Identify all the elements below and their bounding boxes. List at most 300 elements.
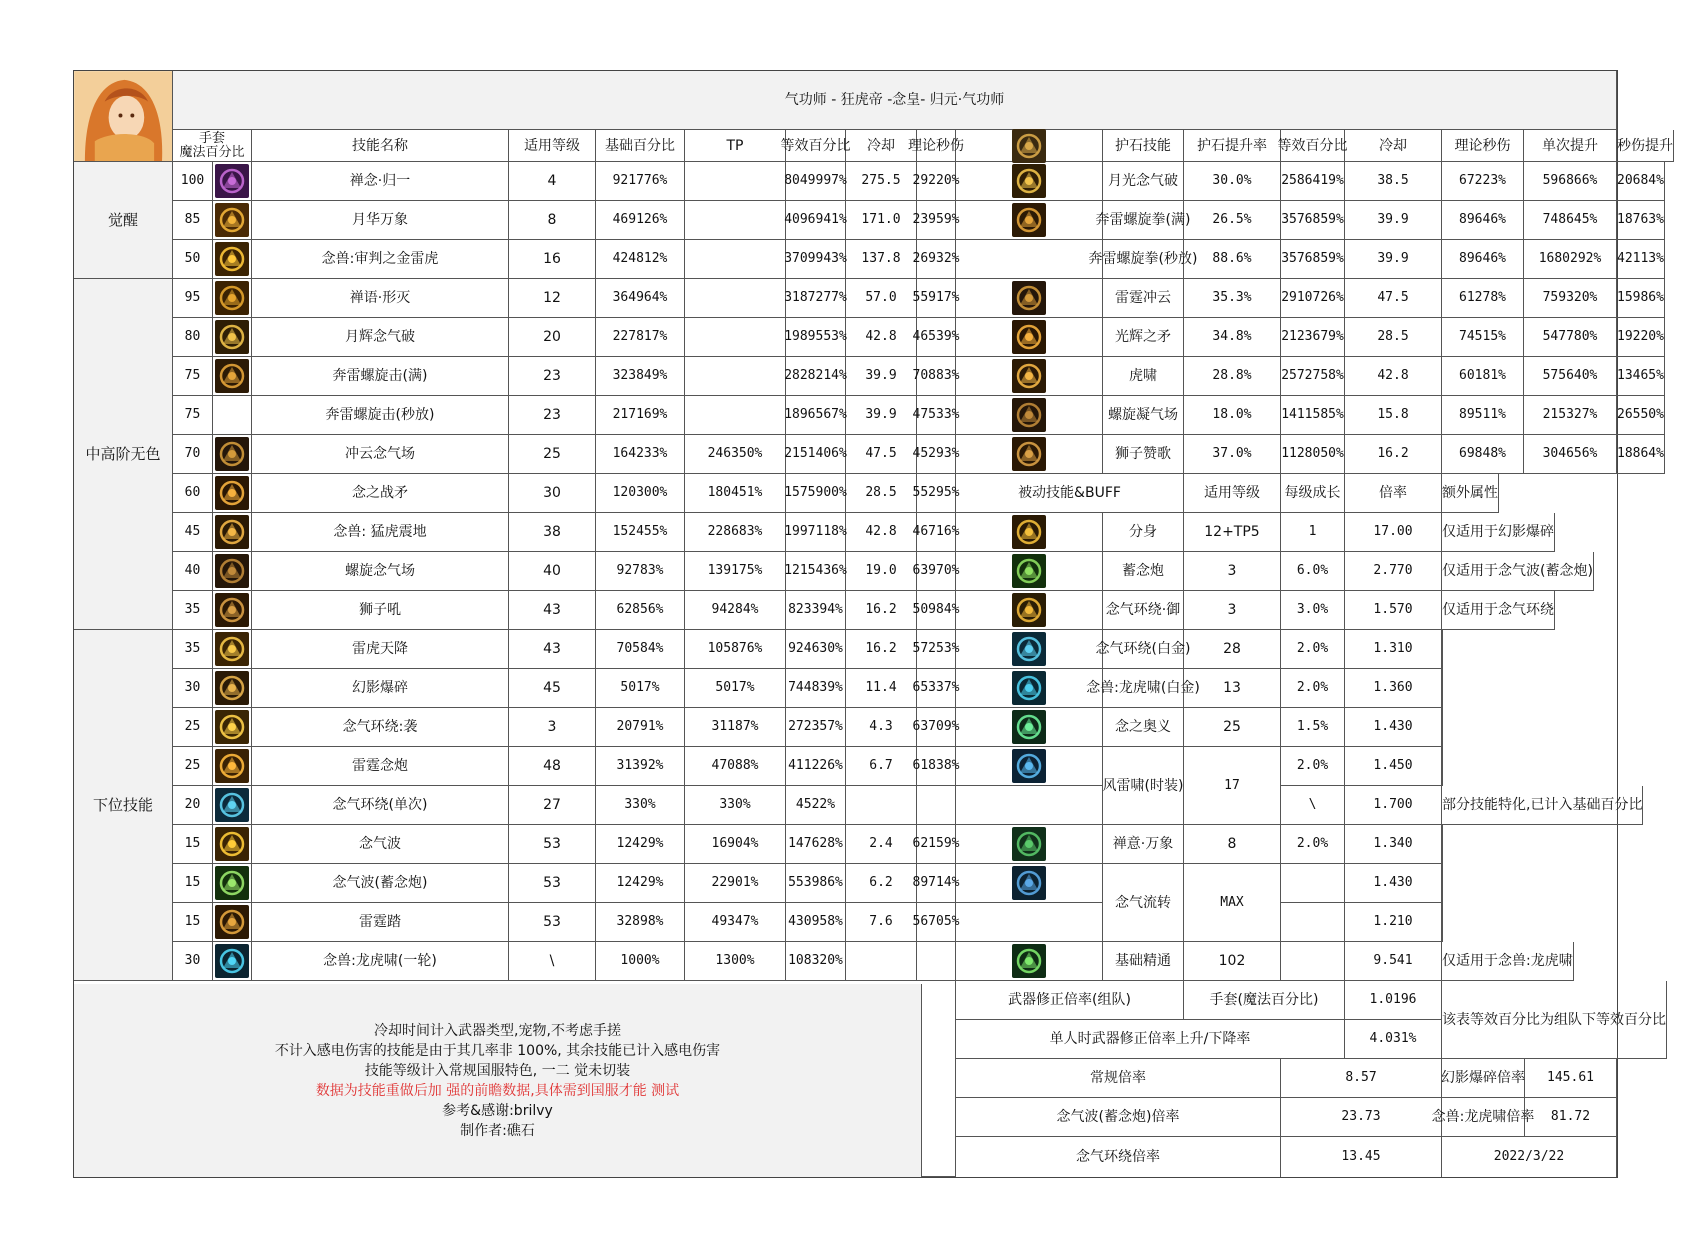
skill-cd: 39.9 xyxy=(846,357,917,396)
passive-extra: 仅适用于念气环绕 xyxy=(1442,591,1555,630)
passive-extra: 仅适用于念气波(蓄念炮) xyxy=(1442,552,1594,591)
skill-base: 120300% xyxy=(596,474,685,513)
passive-name: 念气流转 xyxy=(1103,864,1184,942)
rune-name: 光辉之矛 xyxy=(1103,318,1184,357)
passive-rate: 1.700 xyxy=(1345,786,1442,825)
skill-pct: 75 xyxy=(173,396,213,435)
rune-gain: 15986% xyxy=(1617,279,1665,318)
flow-icon xyxy=(1012,866,1046,900)
skill-tp xyxy=(685,357,786,396)
skill-cd xyxy=(846,786,917,825)
skill-icon-cell xyxy=(213,513,252,552)
rune-header-icon xyxy=(956,130,1103,162)
rune-eq: 1411585% xyxy=(1281,396,1345,435)
passive-name: 分身 xyxy=(1103,513,1184,552)
golden-tiger-icon xyxy=(215,242,249,276)
skill-name: 雷霆踏 xyxy=(252,903,509,942)
skill-lv: \ xyxy=(509,942,596,981)
skill-dps: 63970% xyxy=(917,552,956,591)
passive-icon-cell xyxy=(956,708,1103,747)
spiral-field-icon xyxy=(215,554,249,588)
skill-lv: 23 xyxy=(509,357,596,396)
skill-cd: 275.5 xyxy=(846,162,917,201)
passive-icon-cell xyxy=(956,591,1103,630)
skill-name: 雷虎天降 xyxy=(252,630,509,669)
passive-growth: 2.0% xyxy=(1281,630,1345,669)
skill-icon-cell xyxy=(213,240,252,279)
note-author: 制作者:礁石 xyxy=(460,1122,535,1139)
skill-name: 幻影爆碎 xyxy=(252,669,509,708)
sheet-title: 气功师 - 狂虎帝 -念皇- 归元·气功师 xyxy=(173,71,1617,130)
skill-dps xyxy=(917,786,956,825)
skill-dps: 70883% xyxy=(917,357,956,396)
skill-dps xyxy=(917,942,956,981)
skill-lv: 30 xyxy=(509,474,596,513)
skill-dps: 56705% xyxy=(917,903,956,942)
passive-name: 风雷啸(时装) xyxy=(1103,747,1184,825)
rune-icon-cell xyxy=(956,279,1103,318)
skill-cd: 42.8 xyxy=(846,513,917,552)
skill-base: 12429% xyxy=(596,864,685,903)
passive-level: 3 xyxy=(1184,552,1281,591)
skill-lv: 45 xyxy=(509,669,596,708)
rune-gain: 13465% xyxy=(1617,357,1665,396)
skill-lv: 3 xyxy=(509,708,596,747)
rune-name: 奔雷螺旋拳(满) xyxy=(1103,201,1184,240)
moon-glow-icon xyxy=(215,320,249,354)
header-cell: 基础百分比 xyxy=(596,130,685,162)
skill-pct: 25 xyxy=(173,747,213,786)
skill-tp: 5017% xyxy=(685,669,786,708)
skill-eq: 1997118% xyxy=(786,513,846,552)
rune-eq: 3576859% xyxy=(1281,201,1345,240)
rune-cd: 38.5 xyxy=(1345,162,1442,201)
header-rune-skill: 护石技能 xyxy=(1103,130,1184,162)
orbit-value: 13.45 xyxy=(1281,1137,1442,1177)
passive-header-rate: 倍率 xyxy=(1345,474,1442,513)
note-warning: 数据为技能重做后加 强的前瞻数据,具体需到国服才能 测试 xyxy=(315,1082,680,1099)
passive-header-extra: 额外属性 xyxy=(1442,474,1499,513)
skill-base: 227817% xyxy=(596,318,685,357)
skill-tp: 94284% xyxy=(685,591,786,630)
skill-dps: 89714% xyxy=(917,864,956,903)
skill-lv: 53 xyxy=(509,825,596,864)
skill-lv: 38 xyxy=(509,513,596,552)
wind-thunder-icon xyxy=(1012,749,1046,783)
skill-dps: 23959% xyxy=(917,201,956,240)
skill-pct: 25 xyxy=(173,708,213,747)
passive-growth: 6.0% xyxy=(1281,552,1345,591)
moon-glow-icon xyxy=(1012,164,1046,198)
lion-howl-icon xyxy=(215,593,249,627)
skill-base: 1000% xyxy=(596,942,685,981)
skill-lv: 20 xyxy=(509,318,596,357)
skill-eq: 430958% xyxy=(786,903,846,942)
skill-pct: 35 xyxy=(173,630,213,669)
rune-icon-cell xyxy=(956,162,1103,201)
note-line: 冷却时间计入武器类型,宠物,不考虑手搓 xyxy=(374,1022,621,1039)
mastery-icon xyxy=(1012,944,1046,978)
phantom-icon xyxy=(215,671,249,705)
rune-icon-cell xyxy=(956,201,1103,240)
skill-cd: 6.7 xyxy=(846,747,917,786)
header-cell: 等效百分比 xyxy=(1281,130,1345,162)
passive-level: 13 xyxy=(1184,669,1281,708)
skill-dps: 65337% xyxy=(917,669,956,708)
skill-base: 323849% xyxy=(596,357,685,396)
skill-icon-cell xyxy=(213,552,252,591)
passive-level: 3 xyxy=(1184,591,1281,630)
skill-icon-cell xyxy=(213,825,252,864)
skill-tp: 330% xyxy=(685,786,786,825)
skill-eq: 4096941% xyxy=(786,201,846,240)
skill-icon-cell xyxy=(213,357,252,396)
skill-eq: 147628% xyxy=(786,825,846,864)
lion-roar-icon xyxy=(215,281,249,315)
skill-tp: 49347% xyxy=(685,903,786,942)
rune-icon-cell xyxy=(956,396,1103,435)
skill-lv: 40 xyxy=(509,552,596,591)
passive-rate: 1.310 xyxy=(1345,630,1442,669)
passive-name: 念兽:龙虎啸(白金) xyxy=(1103,669,1184,708)
thunder-step-icon xyxy=(215,905,249,939)
rune-eq: 2586419% xyxy=(1281,162,1345,201)
guard-icon xyxy=(1012,593,1046,627)
skill-dps: 55917% xyxy=(917,279,956,318)
passive-rate: 1.340 xyxy=(1345,825,1442,864)
normal-value: 8.57 xyxy=(1281,1059,1442,1098)
passive-rate: 1.430 xyxy=(1345,708,1442,747)
skill-tp: 16904% xyxy=(685,825,786,864)
skill-pct: 85 xyxy=(173,201,213,240)
wave-label: 念气波(蓄念炮)倍率 xyxy=(956,1098,1281,1137)
spear-icon xyxy=(1012,320,1046,354)
skill-cd: 7.6 xyxy=(846,903,917,942)
passive-extra: 仅适用于念兽:龙虎啸 xyxy=(1442,942,1574,981)
header-cell: 冷却 xyxy=(846,130,917,162)
rune-gain: 18763% xyxy=(1617,201,1665,240)
skill-cd: 11.4 xyxy=(846,669,917,708)
header-cell: 秒伤提升 xyxy=(1617,130,1674,162)
passive-rate: 9.541 xyxy=(1345,942,1442,981)
platinum-orbit-icon xyxy=(1012,632,1046,666)
skill-pct: 20 xyxy=(173,786,213,825)
character-portrait xyxy=(74,71,173,162)
skill-name: 月华万象 xyxy=(252,201,509,240)
normal-label: 常规倍率 xyxy=(956,1059,1281,1098)
passive-extra xyxy=(1442,825,1443,864)
skill-pct: 60 xyxy=(173,474,213,513)
skill-cd: 16.2 xyxy=(846,591,917,630)
rune-name: 月光念气破 xyxy=(1103,162,1184,201)
rune-rate: 18.0% xyxy=(1184,396,1281,435)
skill-pct: 35 xyxy=(173,591,213,630)
skill-base: 32898% xyxy=(596,903,685,942)
thunder-tiger-icon xyxy=(215,632,249,666)
note-credits: 参考&感谢:brilvy xyxy=(442,1102,553,1119)
passive-extra xyxy=(1442,669,1443,708)
skill-lv: 25 xyxy=(509,435,596,474)
skill-pct: 100 xyxy=(173,162,213,201)
skill-name: 念气环绕(单次) xyxy=(252,786,509,825)
passive-name: 蓄念炮 xyxy=(1103,552,1184,591)
skill-tp: 22901% xyxy=(685,864,786,903)
skill-name: 禅语·形灭 xyxy=(252,279,509,318)
skill-pct: 80 xyxy=(173,318,213,357)
passive-icon-cell xyxy=(956,903,1103,942)
rune-dps: 89511% xyxy=(1442,396,1524,435)
rune-single: 547780% xyxy=(1524,318,1617,357)
skill-eq: 2828214% xyxy=(786,357,846,396)
skill-dps: 63709% xyxy=(917,708,956,747)
passive-rate: 1.570 xyxy=(1345,591,1442,630)
header-cell: 冷却 xyxy=(1345,130,1442,162)
skill-icon-cell xyxy=(213,201,252,240)
rune-dps: 61278% xyxy=(1442,279,1524,318)
skill-lv: 53 xyxy=(509,903,596,942)
header-glove-pct xyxy=(173,130,252,162)
passive-header-level: 适用等级 xyxy=(1184,474,1281,513)
skill-cd: 28.5 xyxy=(846,474,917,513)
skill-cd: 42.8 xyxy=(846,318,917,357)
rune-eq: 3576859% xyxy=(1281,240,1345,279)
skill-eq: 553986% xyxy=(786,864,846,903)
skill-base: 217169% xyxy=(596,396,685,435)
rune-rate: 30.0% xyxy=(1184,162,1281,201)
passive-header-growth: 每级成长 xyxy=(1281,474,1345,513)
skill-lv: 43 xyxy=(509,630,596,669)
rune-single: 596866% xyxy=(1524,162,1617,201)
rune-icon-cell xyxy=(956,318,1103,357)
spear-icon xyxy=(215,476,249,510)
skill-icon-cell xyxy=(213,903,252,942)
rune-dps: 69848% xyxy=(1442,435,1524,474)
passive-extra: 仅适用于幻影爆碎 xyxy=(1442,513,1555,552)
skill-cd: 4.3 xyxy=(846,708,917,747)
skill-icon-cell xyxy=(213,318,252,357)
mystery-icon xyxy=(1012,710,1046,744)
skill-icon-cell xyxy=(213,591,252,630)
skill-cd: 39.9 xyxy=(846,396,917,435)
skill-dps: 55295% xyxy=(917,474,956,513)
skill-name: 螺旋念气场 xyxy=(252,552,509,591)
rune-rate: 88.6% xyxy=(1184,240,1281,279)
skill-icon-cell xyxy=(213,396,252,435)
skill-cd: 171.0 xyxy=(846,201,917,240)
awakening-purple-icon xyxy=(215,164,249,198)
rune-dps: 89646% xyxy=(1442,201,1524,240)
skill-base: 5017% xyxy=(596,669,685,708)
skill-dps: 50984% xyxy=(917,591,956,630)
rune-gain: 26550% xyxy=(1617,396,1665,435)
wave-value: 23.73 xyxy=(1281,1098,1442,1137)
charged-wave-icon xyxy=(215,866,249,900)
skill-base: 921776% xyxy=(596,162,685,201)
skill-eq: 3709943% xyxy=(786,240,846,279)
skill-cd: 137.8 xyxy=(846,240,917,279)
category-mid-high: 中高阶无色 xyxy=(74,279,173,630)
skill-name: 念气环绕:袭 xyxy=(252,708,509,747)
skill-pct: 75 xyxy=(173,357,213,396)
moon-burst-icon xyxy=(215,203,249,237)
skill-pct: 15 xyxy=(173,825,213,864)
skill-eq: 3187277% xyxy=(786,279,846,318)
rune-head-icon xyxy=(1012,129,1046,163)
passive-icon-cell xyxy=(956,864,1103,903)
rune-eq: 1128050% xyxy=(1281,435,1345,474)
passive-icon-cell xyxy=(956,825,1103,864)
rune-single: 748645% xyxy=(1524,201,1617,240)
weapon-type: 手套(魔法百分比) xyxy=(1184,981,1345,1020)
category-lower: 下位技能 xyxy=(74,630,173,981)
passive-icon-cell xyxy=(956,630,1103,669)
passive-rate: 1.360 xyxy=(1345,669,1442,708)
rune-single: 1680292% xyxy=(1524,240,1617,279)
orbit-single-icon xyxy=(215,788,249,822)
skill-icon-cell xyxy=(213,474,252,513)
tiger-quake-icon xyxy=(1012,359,1046,393)
skill-name: 念气波(蓄念炮) xyxy=(252,864,509,903)
skill-icon-cell xyxy=(213,786,252,825)
header-cell: 理论秒伤 xyxy=(917,130,956,162)
notes-panel xyxy=(74,984,922,1177)
skill-tp xyxy=(685,162,786,201)
skill-eq: 4522% xyxy=(786,786,846,825)
skill-base: 12429% xyxy=(596,825,685,864)
thunder-spiral-icon xyxy=(215,359,249,393)
passive-icon-cell xyxy=(956,552,1103,591)
skill-base: 62856% xyxy=(596,591,685,630)
lion-howl-icon xyxy=(1012,437,1046,471)
passive-name: 禅意·万象 xyxy=(1103,825,1184,864)
rune-icon-cell xyxy=(956,435,1103,474)
passive-growth xyxy=(1281,864,1345,903)
header-cell: TP xyxy=(685,130,786,162)
header-cell: 护石提升率 xyxy=(1184,130,1281,162)
cloud-field-icon xyxy=(1012,281,1046,315)
skill-eq: 744839% xyxy=(786,669,846,708)
passive-extra: 部分技能特化,已计入基础百分比 xyxy=(1442,786,1643,825)
skill-icon-cell xyxy=(213,864,252,903)
passive-name: 基础精通 xyxy=(1103,942,1184,981)
rune-rate: 26.5% xyxy=(1184,201,1281,240)
passive-header-name: 被动技能&BUFF xyxy=(956,474,1184,513)
passive-level: 12+TP5 xyxy=(1184,513,1281,552)
skill-tp: 47088% xyxy=(685,747,786,786)
phantom-value: 145.61 xyxy=(1525,1059,1617,1098)
skill-dps: 26932% xyxy=(917,240,956,279)
skill-name: 雷霆念炮 xyxy=(252,747,509,786)
skill-cd: 19.0 xyxy=(846,552,917,591)
header-cell: 适用等级 xyxy=(509,130,596,162)
skill-lv: 8 xyxy=(509,201,596,240)
rune-cd: 28.5 xyxy=(1345,318,1442,357)
passive-rate: 1.210 xyxy=(1345,903,1442,942)
skill-name: 念兽: 猛虎震地 xyxy=(252,513,509,552)
rune-eq: 2123679% xyxy=(1281,318,1345,357)
skill-dps: 62159% xyxy=(917,825,956,864)
skill-base: 152455% xyxy=(596,513,685,552)
rune-cd: 47.5 xyxy=(1345,279,1442,318)
skill-tp: 246350% xyxy=(685,435,786,474)
rune-single: 575640% xyxy=(1524,357,1617,396)
rune-dps: 74515% xyxy=(1442,318,1524,357)
skill-dps: 45293% xyxy=(917,435,956,474)
weapon-label: 武器修正倍率(组队) xyxy=(956,981,1184,1020)
skill-tp xyxy=(685,318,786,357)
skill-base: 31392% xyxy=(596,747,685,786)
energy-wave-icon xyxy=(215,827,249,861)
skill-pct: 15 xyxy=(173,903,213,942)
rune-single: 304656% xyxy=(1524,435,1617,474)
passive-level: MAX xyxy=(1184,864,1281,942)
tiger-quake-icon xyxy=(215,515,249,549)
solo-value: 4.031% xyxy=(1345,1020,1442,1059)
passive-extra xyxy=(1442,747,1443,786)
skill-base: 364964% xyxy=(596,279,685,318)
skill-dps: 47533% xyxy=(917,396,956,435)
passive-icon-cell xyxy=(956,669,1103,708)
passive-extra xyxy=(1442,864,1443,903)
skill-eq: 2151406% xyxy=(786,435,846,474)
rune-name: 奔雷螺旋拳(秒放) xyxy=(1103,240,1184,279)
rune-dps: 60181% xyxy=(1442,357,1524,396)
note-line: 技能等级计入常规国服特色, 一二 觉未切装 xyxy=(364,1062,631,1079)
skill-icon-cell xyxy=(213,942,252,981)
skill-lv: 23 xyxy=(509,396,596,435)
passive-extra xyxy=(1442,903,1443,942)
passive-level: 17 xyxy=(1184,747,1281,825)
skill-tp: 1300% xyxy=(685,942,786,981)
rune-icon-cell xyxy=(956,240,1103,279)
passive-rate: 1.450 xyxy=(1345,747,1442,786)
skill-icon-cell xyxy=(213,669,252,708)
solo-label: 单人时武器修正倍率上升/下降率 xyxy=(956,1020,1345,1059)
rune-cd: 39.9 xyxy=(1345,240,1442,279)
skill-tp: 31187% xyxy=(685,708,786,747)
passive-icon-cell xyxy=(956,942,1103,981)
skill-icon-cell xyxy=(213,162,252,201)
skill-eq: 8049997% xyxy=(786,162,846,201)
rune-name: 虎啸 xyxy=(1103,357,1184,396)
rune-name: 螺旋凝气场 xyxy=(1103,396,1184,435)
passive-rate: 17.00 xyxy=(1345,513,1442,552)
passive-growth: 3.0% xyxy=(1281,591,1345,630)
skill-tp: 105876% xyxy=(685,630,786,669)
passive-name: 念气环绕(白金) xyxy=(1103,630,1184,669)
skill-name: 奔雷螺旋击(秒放) xyxy=(252,396,509,435)
rune-cd: 39.9 xyxy=(1345,201,1442,240)
skill-name: 念气波 xyxy=(252,825,509,864)
skill-dps: 29220% xyxy=(917,162,956,201)
portrait-icon xyxy=(75,72,172,161)
skill-tp: 180451% xyxy=(685,474,786,513)
skill-name: 奔雷螺旋击(满) xyxy=(252,357,509,396)
skill-dps: 46539% xyxy=(917,318,956,357)
skill-pct: 30 xyxy=(173,942,213,981)
skill-base: 164233% xyxy=(596,435,685,474)
platinum-dragon-icon xyxy=(1012,671,1046,705)
passive-growth: \ xyxy=(1281,786,1345,825)
passive-level: 102 xyxy=(1184,942,1281,981)
skill-cd: 57.0 xyxy=(846,279,917,318)
skill-tp: 228683% xyxy=(685,513,786,552)
skill-icon-cell xyxy=(213,435,252,474)
skill-name: 念兽:审判之金雷虎 xyxy=(252,240,509,279)
skill-name: 念兽:龙虎啸(一轮) xyxy=(252,942,509,981)
header-label: 手套 魔法百分比 xyxy=(179,130,245,160)
skill-icon-cell xyxy=(213,747,252,786)
